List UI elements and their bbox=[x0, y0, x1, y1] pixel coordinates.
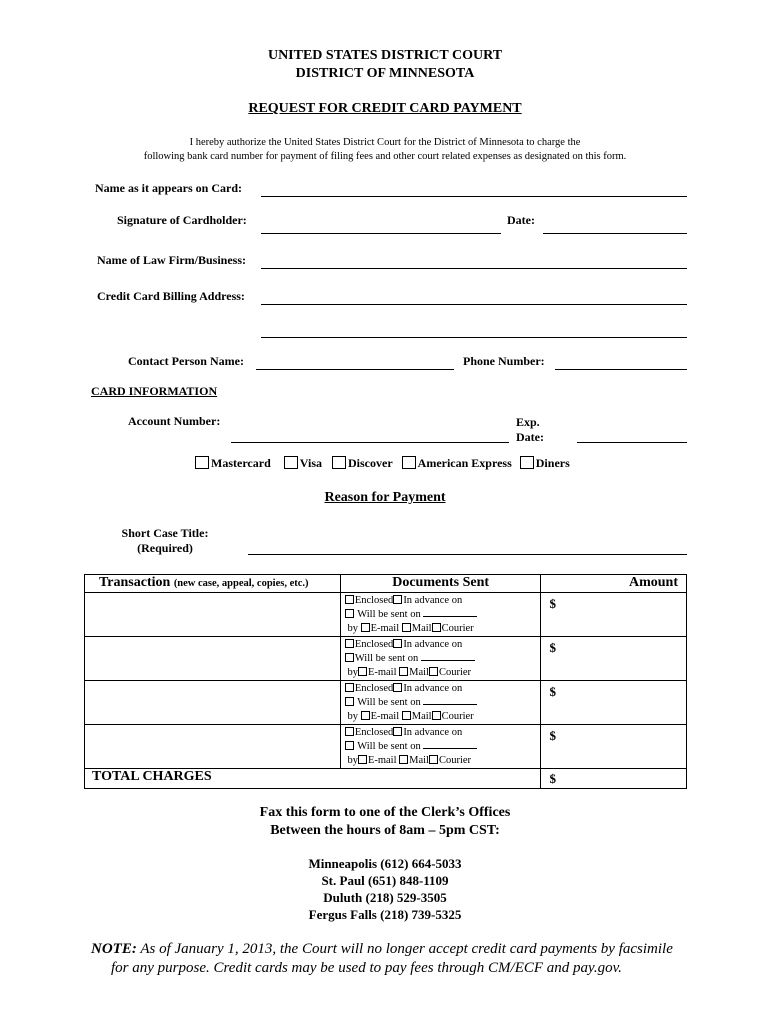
documents-cell: Enclosed In advance on Will be sent on by E-mail Mail Courier bbox=[340, 681, 541, 725]
transaction-cell[interactable] bbox=[85, 593, 341, 637]
mail-checkbox[interactable] bbox=[402, 623, 411, 632]
billing-address-field[interactable] bbox=[261, 304, 687, 305]
visa-checkbox[interactable] bbox=[284, 456, 298, 469]
reason-heading: Reason for Payment bbox=[324, 490, 446, 505]
amount-cell[interactable]: $ bbox=[541, 725, 687, 769]
in-advance-checkbox[interactable] bbox=[393, 595, 402, 604]
table-header-row bbox=[85, 575, 687, 593]
mail-checkbox[interactable] bbox=[399, 755, 408, 764]
district-name: DISTRICT OF MINNESOTA bbox=[295, 66, 475, 81]
amount-header: Amount bbox=[541, 575, 687, 593]
documents-header: Documents Sent bbox=[340, 575, 541, 593]
email-checkbox[interactable] bbox=[361, 623, 370, 632]
transaction-table bbox=[84, 574, 687, 789]
account-number-field[interactable] bbox=[231, 442, 509, 443]
email-checkbox[interactable] bbox=[358, 755, 367, 764]
billing-address-label: Credit Card Billing Address: bbox=[97, 289, 245, 303]
card-info-heading: CARD INFORMATION bbox=[91, 384, 218, 398]
will-be-sent-checkbox[interactable] bbox=[345, 653, 354, 662]
transaction-cell[interactable] bbox=[85, 725, 341, 769]
visa-option[interactable]: Visa bbox=[284, 456, 322, 470]
law-firm-label: Name of Law Firm/Business: bbox=[97, 253, 246, 267]
office-fergus-falls: Fergus Falls (218) 739-5325 bbox=[308, 907, 462, 922]
table-row bbox=[85, 681, 687, 725]
intro-line-1: I hereby authorize the United States District Court for the District of Minnesota to charge the bbox=[189, 137, 581, 148]
signature-label: Signature of Cardholder: bbox=[117, 213, 247, 227]
enclosed-checkbox[interactable] bbox=[345, 595, 354, 604]
date-label: Date: bbox=[507, 213, 535, 227]
court-name: UNITED STATES DISTRICT COURT bbox=[267, 48, 503, 63]
exp-date-field[interactable] bbox=[577, 442, 687, 443]
discover-checkbox[interactable] bbox=[332, 456, 346, 469]
intro-line-2: following bank card number for payment of filing fees and other court related expenses as designated on this form. bbox=[143, 151, 627, 162]
will-be-sent-checkbox[interactable] bbox=[345, 741, 354, 750]
discover-option[interactable]: Discover bbox=[332, 456, 393, 470]
in-advance-checkbox[interactable] bbox=[393, 727, 402, 736]
office-minneapolis: Minneapolis (612) 664-5033 bbox=[308, 856, 462, 871]
name-on-card-label: Name as it appears on Card: bbox=[95, 181, 242, 195]
courier-checkbox[interactable] bbox=[429, 755, 438, 764]
total-blank-cell bbox=[340, 769, 541, 789]
total-row bbox=[85, 769, 687, 789]
transaction-header: Transaction (new case, appeal, copies, etc.) bbox=[85, 575, 341, 593]
amount-cell[interactable]: $ bbox=[541, 637, 687, 681]
email-checkbox[interactable] bbox=[361, 711, 370, 720]
enclosed-checkbox[interactable] bbox=[345, 683, 354, 692]
form-title: REQUEST FOR CREDIT CARD PAYMENT bbox=[248, 101, 522, 116]
contact-person-label: Contact Person Name: bbox=[128, 354, 244, 368]
in-advance-checkbox[interactable] bbox=[393, 683, 402, 692]
enclosed-checkbox[interactable] bbox=[345, 727, 354, 736]
note-label: NOTE: bbox=[91, 941, 137, 957]
total-amount-cell[interactable]: $ bbox=[541, 769, 687, 789]
mastercard-option[interactable]: Mastercard bbox=[195, 456, 271, 470]
contact-person-field[interactable] bbox=[256, 369, 454, 370]
note-line-2: for any purpose. Credit cards may be used to pay fees through CM/ECF and pay.gov. bbox=[111, 960, 622, 976]
billing-address-field-2[interactable] bbox=[261, 337, 687, 338]
courier-checkbox[interactable] bbox=[432, 711, 441, 720]
transaction-cell[interactable] bbox=[85, 681, 341, 725]
mail-checkbox[interactable] bbox=[402, 711, 411, 720]
table-row bbox=[85, 637, 687, 681]
diners-checkbox[interactable] bbox=[520, 456, 534, 469]
date-field[interactable] bbox=[543, 233, 687, 234]
fax-line-2: Between the hours of 8am – 5pm CST: bbox=[270, 823, 500, 838]
card-type-options bbox=[195, 456, 570, 471]
sent-date-field[interactable] bbox=[423, 740, 477, 749]
fax-line-1: Fax this form to one of the Clerk’s Offices bbox=[259, 805, 511, 820]
email-checkbox[interactable] bbox=[358, 667, 367, 676]
courier-checkbox[interactable] bbox=[429, 667, 438, 676]
in-advance-checkbox[interactable] bbox=[393, 639, 402, 648]
short-case-title-label: Short Case Title: bbox=[121, 526, 209, 540]
transaction-cell[interactable] bbox=[85, 637, 341, 681]
diners-option[interactable]: Diners bbox=[520, 456, 570, 470]
law-firm-field[interactable] bbox=[261, 268, 687, 269]
courier-checkbox[interactable] bbox=[432, 623, 441, 632]
enclosed-checkbox[interactable] bbox=[345, 639, 354, 648]
office-st-paul: St. Paul (651) 848-1109 bbox=[321, 873, 449, 888]
mastercard-checkbox[interactable] bbox=[195, 456, 209, 469]
table-row bbox=[85, 593, 687, 637]
name-on-card-field[interactable] bbox=[261, 196, 687, 197]
phone-number-label: Phone Number: bbox=[463, 354, 545, 368]
note-line-1: As of January 1, 2013, the Court will no longer accept credit card payments by facsimile bbox=[140, 941, 673, 957]
will-be-sent-checkbox[interactable] bbox=[345, 609, 354, 618]
sent-date-field[interactable] bbox=[423, 696, 477, 705]
exp-label: Exp. bbox=[516, 415, 540, 429]
account-number-label: Account Number: bbox=[128, 414, 221, 428]
documents-cell: Enclosed In advance on Will be sent on by E-mail Mail Courier bbox=[340, 637, 541, 681]
table-row bbox=[85, 725, 687, 769]
amount-cell[interactable]: $ bbox=[541, 681, 687, 725]
sent-date-field[interactable] bbox=[423, 608, 477, 617]
phone-number-field[interactable] bbox=[555, 369, 687, 370]
sent-date-field[interactable] bbox=[421, 652, 475, 661]
required-label: (Required) bbox=[137, 541, 193, 555]
will-be-sent-checkbox[interactable] bbox=[345, 697, 354, 706]
signature-field[interactable] bbox=[261, 233, 501, 234]
total-charges-label: TOTAL CHARGES bbox=[85, 769, 341, 789]
office-duluth: Duluth (218) 529-3505 bbox=[323, 890, 447, 905]
short-case-title-field[interactable] bbox=[248, 554, 687, 555]
documents-cell: Enclosed In advance on Will be sent on by E-mail Mail Courier bbox=[340, 593, 541, 637]
amount-cell[interactable]: $ bbox=[541, 593, 687, 637]
mail-checkbox[interactable] bbox=[399, 667, 408, 676]
american-express-option[interactable]: American Express bbox=[402, 456, 512, 470]
exp-date-label: Date: bbox=[516, 430, 544, 444]
american-express-checkbox[interactable] bbox=[402, 456, 416, 469]
documents-cell: Enclosed In advance on Will be sent on by E-mail Mail Courier bbox=[340, 725, 541, 769]
